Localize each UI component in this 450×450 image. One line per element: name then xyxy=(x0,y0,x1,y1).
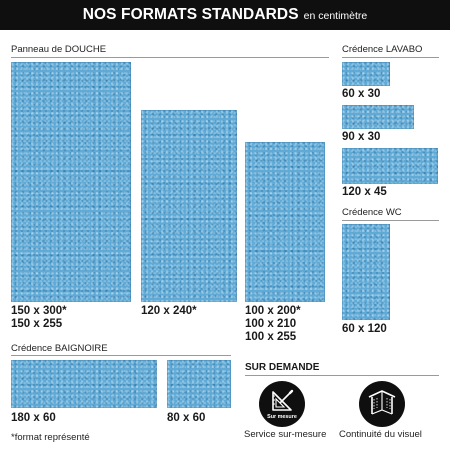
service-continuite-caption: Continuité du visuel xyxy=(339,429,422,440)
sur-mesure-badge-text: Sur mesure xyxy=(267,414,297,420)
page-title: NOS FORMATS STANDARDS xyxy=(82,6,299,23)
section-divider-wc xyxy=(342,220,439,221)
page-subtitle: en centimètre xyxy=(303,10,368,22)
section-label-wc: Crédence WC xyxy=(342,207,402,218)
tile-baignoire-80x60 xyxy=(167,360,231,408)
section-label-douche: Panneau de DOUCHE xyxy=(11,44,107,55)
size-label-lavabo-2: 90 x 30 xyxy=(342,131,381,143)
service-sur-mesure-badge xyxy=(259,381,305,427)
size-label-lavabo-3: 120 x 45 xyxy=(342,186,387,198)
size-label-baignoire-1: 180 x 60 xyxy=(11,412,56,424)
tile-lavabo-60x30 xyxy=(342,62,390,86)
section-divider-lavabo xyxy=(342,57,439,58)
tile-wc-60x120 xyxy=(342,224,390,320)
tile-douche-120x240 xyxy=(141,110,237,302)
tile-baignoire-180x60 xyxy=(11,360,157,408)
size-label-lavabo-1: 60 x 30 xyxy=(342,88,381,100)
pattern-continuity-icon xyxy=(359,381,405,427)
tile-lavabo-90x30 xyxy=(342,105,414,129)
size-label-wc-1: 60 x 120 xyxy=(342,323,387,335)
section-label-lavabo: Crédence LAVABO xyxy=(342,44,423,55)
footnote: *format représenté xyxy=(11,432,90,443)
size-label-douche-1: 150 x 300* 150 x 255 xyxy=(11,305,67,330)
service-sur-mesure-caption: Service sur-mesure xyxy=(244,429,327,440)
size-label-douche-3: 100 x 200* 100 x 210 100 x 255 xyxy=(245,305,301,343)
section-divider-sur-demande xyxy=(245,375,439,376)
section-label-sur-demande: SUR DEMANDE xyxy=(245,362,320,373)
tile-douche-150x300 xyxy=(11,62,131,302)
tile-lavabo-120x45 xyxy=(342,148,438,184)
section-divider-douche xyxy=(11,57,329,58)
page-header xyxy=(0,0,450,30)
tile-douche-100x200 xyxy=(245,142,325,302)
size-label-douche-2: 120 x 240* xyxy=(141,305,197,317)
service-continuite-badge xyxy=(359,381,405,427)
section-label-baignoire: Crédence BAIGNOIRE xyxy=(11,343,108,354)
section-divider-baignoire xyxy=(11,355,231,356)
size-label-baignoire-2: 80 x 60 xyxy=(167,412,206,424)
set-square-icon xyxy=(259,381,305,427)
